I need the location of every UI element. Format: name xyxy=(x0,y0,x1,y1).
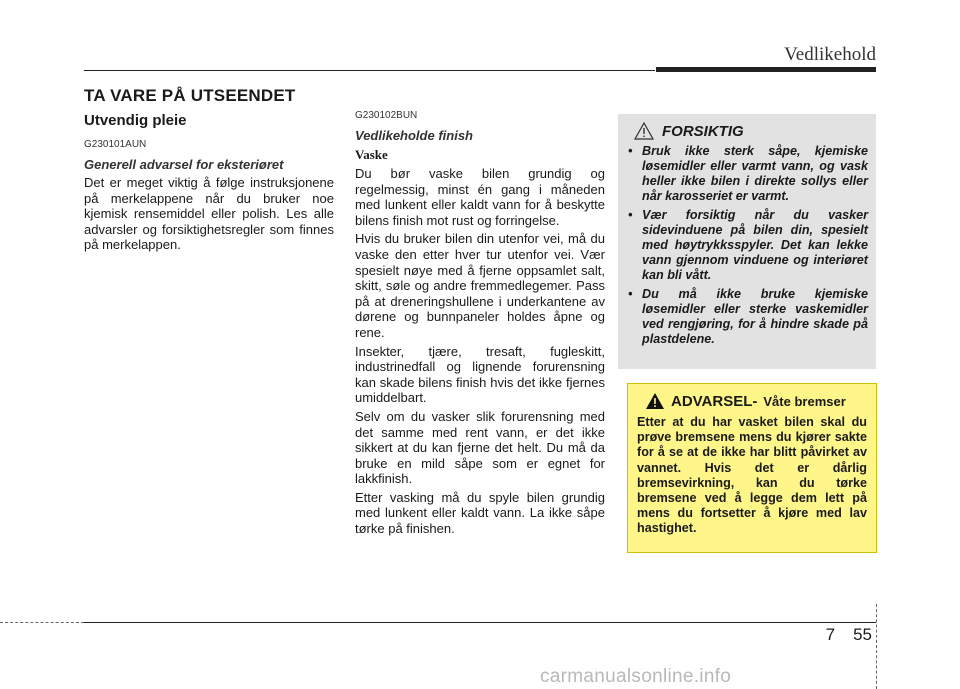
header-rule-thick xyxy=(656,67,876,72)
bullet-icon: • xyxy=(628,144,633,158)
middle-paragraph: Etter vasking må du spyle bilen grundig med lunkent eller kaldt vann. La ikke såpe tørke på finishen. xyxy=(355,489,605,537)
caution-title: FORSIKTIG xyxy=(662,122,744,140)
caution-list xyxy=(628,144,868,347)
watermark: carmanualsonline.info xyxy=(540,666,732,687)
chapter-number: 7 xyxy=(825,625,836,644)
chapter-header-title: Vedlikehold xyxy=(784,44,876,65)
middle-paragraph: Du bør vaske bilen grundig og regelmessig, minst én gang i måneden med lunkent eller kaldt vann for å beskytte bilens finish mot rust og forringelse. xyxy=(355,166,605,228)
warning-triangle-icon xyxy=(645,392,665,410)
caution-item: • Bruk ikke sterk såpe, kjemiske løsemidler eller varmt vann, og vask heller ikke bilen i direkte sollys eller når karosseriet er varmt. xyxy=(628,144,868,203)
caution-item: • Du må ikke bruke kjemiske løsemidler eller sterke vaskemidler ved rengjøring, for å hindre skade på plastdelene. xyxy=(628,287,868,346)
section-title: TA VARE PÅ UTSEENDET xyxy=(84,86,296,105)
caution-item: • Vær forsiktig når du vasker sidevinduene på bilen din, spesielt med høytrykksspyler. Det kan lekke vann gjennom vinduene og interiøret kan bli vått. xyxy=(628,208,868,282)
middle-code: G230102BUN xyxy=(355,110,418,121)
warning-box xyxy=(627,383,877,553)
warning-label: ADVARSEL- xyxy=(671,392,758,410)
left-paragraph: Det er meget viktig å følge instruksjonene på merkelappene når du bruker noe kjemisk rensemiddel eller polish. Les alle advarsler og forsiktighetsregler som finnes på merkelappen. xyxy=(84,175,334,253)
middle-label: Vaske xyxy=(355,147,388,162)
bullet-icon: • xyxy=(628,287,633,301)
warning-subtitle: Våte bremser xyxy=(763,393,846,409)
left-column xyxy=(84,110,334,253)
warning-header xyxy=(645,392,867,410)
footer-dashed-rule xyxy=(0,622,84,623)
page-number xyxy=(826,625,872,645)
middle-paragraph: Hvis du bruker bilen din utenfor vei, må du vaske den etter hver tur utenfor vei. Vær spesielt nøye med å fjerne oppsamlet salt, skitt, søle og andre fremmedlegemer. Pass på at dreneringshullene i underkantene av dørene og bunnpaneler holdes åpne og rene. xyxy=(355,231,605,340)
footer-vertical-dash xyxy=(876,604,877,689)
header-rule xyxy=(84,70,655,71)
left-heading: Utvendig pleie xyxy=(84,112,187,129)
middle-paragraph: Selv om du vasker slik forurensning med det samme med rent vann, er det ikke sikkert at du kan fjerne det helt. Du må da bruke en mild såpe som er egnet for lakkfinish. xyxy=(355,408,605,487)
caution-box xyxy=(618,114,876,369)
left-code: G230101AUN xyxy=(84,139,147,150)
warning-body: Etter at du har vasket bilen skal du prøve bremsene mens du kjører sakte for å se at de ikke har blitt påvirket av vannet. Hvis det er dårlig bremsevirkning, kan du tørke bremsene ved å legge dem lett på mens du fortsetter å kjøre med lav hastighet. xyxy=(637,415,867,536)
middle-subheading: Vedlikeholde finish xyxy=(355,128,473,143)
bullet-icon: • xyxy=(628,208,633,222)
middle-column xyxy=(355,110,605,537)
page-number-value: 55 xyxy=(853,625,872,644)
caution-header xyxy=(634,122,868,140)
left-subheading: Generell advarsel for eksteriøret xyxy=(84,157,284,172)
footer-rule xyxy=(84,622,876,623)
caution-triangle-icon xyxy=(634,122,654,140)
middle-paragraph: Insekter, tjære, tresaft, fugleskitt, industrinedfall og lignende forurensning kan skade bilens finish hvis det ikke fjernes umiddelbart. xyxy=(355,343,605,406)
